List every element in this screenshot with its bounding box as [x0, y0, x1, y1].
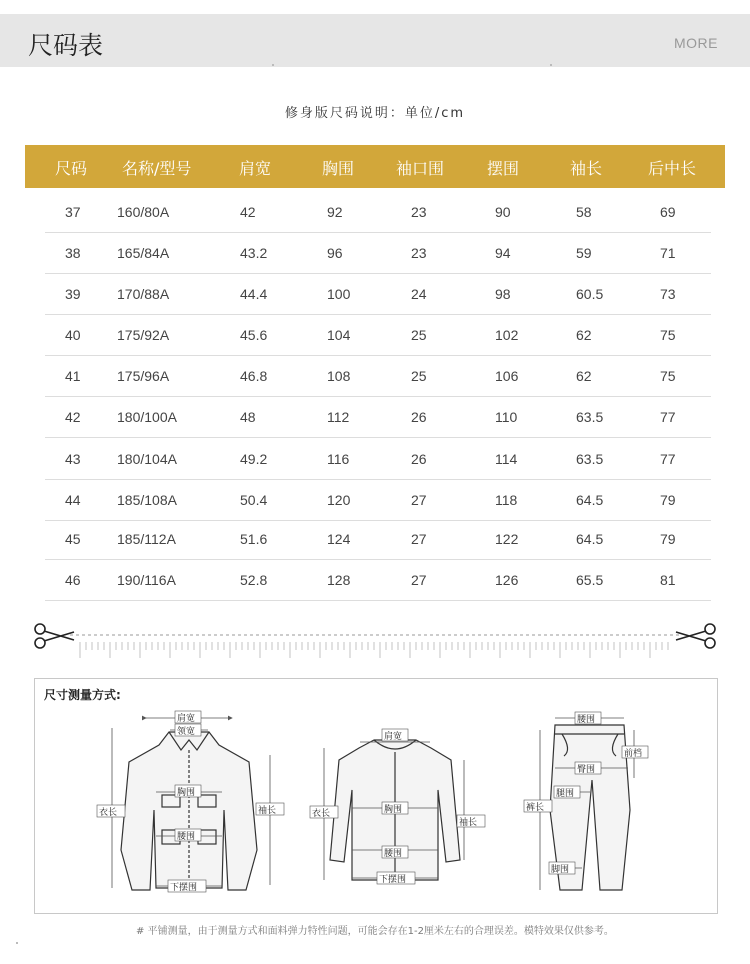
label-thigh: 腿围: [556, 789, 575, 799]
label-length: 裤长: [526, 803, 545, 813]
footnote: # 平铺测量，由于测量方式和面料弹力特性问题，可能会存在1-2厘米左右的合理误差。模特效果仅供参考。: [136, 926, 614, 937]
table-cell: 98: [495, 286, 511, 302]
decor-dot: [550, 64, 552, 66]
label-leg: 脚围: [551, 865, 570, 875]
table-cell: 79: [660, 531, 676, 547]
label-sleeve: 袖长: [459, 818, 478, 828]
label-chest: 胸围: [177, 788, 196, 798]
table-cell: 37: [65, 204, 81, 220]
table-cell: 122: [495, 531, 519, 547]
scissors-icon: [676, 624, 715, 648]
table-cell: 49.2: [240, 451, 268, 467]
table-cell: 65.5: [576, 572, 604, 588]
label-waist: 腰围: [177, 832, 196, 842]
more-link[interactable]: MORE: [674, 35, 718, 51]
table-cell: 40: [65, 327, 81, 343]
label-hem: 下摆围: [379, 875, 407, 885]
table-cell: 108: [327, 368, 351, 384]
table-cell: 25: [411, 368, 427, 384]
table-cell: 46: [65, 572, 81, 588]
label-hip: 臀围: [577, 765, 596, 775]
table-cell: 104: [327, 327, 351, 343]
table-row: [45, 560, 711, 601]
page-title: 尺码表: [28, 31, 104, 60]
table-cell: 62: [576, 368, 592, 384]
table-cell: 185/108A: [117, 492, 177, 508]
table-cell: 39: [65, 286, 81, 302]
table-cell: 77: [660, 409, 676, 425]
decor-dot: [272, 64, 274, 66]
table-cell: 23: [411, 245, 427, 261]
label-shoulder: 肩宽: [384, 732, 403, 742]
table-row: [45, 439, 711, 480]
table-cell: 45.6: [240, 327, 268, 343]
table-cell: 114: [495, 451, 518, 467]
table-cell: 106: [495, 368, 519, 384]
table-cell: 77: [660, 451, 676, 467]
table-cell: 38: [65, 245, 81, 261]
table-cell: 124: [327, 531, 351, 547]
ruler-divider: [30, 618, 720, 664]
table-cell: 81: [660, 572, 676, 588]
table-cell: 50.4: [240, 492, 268, 508]
title-bar: [0, 14, 750, 67]
table-cell: 71: [660, 245, 676, 261]
label-chest: 胸围: [384, 805, 403, 815]
label-waist: 腰围: [577, 715, 596, 725]
table-row: [45, 192, 711, 233]
table-row: [45, 356, 711, 397]
label-shoulder: 肩宽: [177, 714, 196, 724]
table-cell: 51.6: [240, 531, 268, 547]
table-cell: 43.2: [240, 245, 268, 261]
table-cell: 27: [411, 531, 427, 547]
table-cell: 75: [660, 368, 676, 384]
table-cell: 175/96A: [117, 368, 170, 384]
table-cell: 120: [327, 492, 351, 508]
table-cell: 63.5: [576, 451, 604, 467]
table-cell: 26: [411, 451, 427, 467]
label-collar: 领宽: [177, 727, 196, 737]
table-cell: 52.8: [240, 572, 268, 588]
unit-note: 修身版尺码说明：单位/cm: [284, 106, 466, 121]
table-cell: 48: [240, 409, 256, 425]
table-cell: 94: [495, 245, 511, 261]
label-sleeve: 袖长: [258, 806, 277, 816]
table-cell: 24: [411, 286, 427, 302]
table-cell: 64.5: [576, 531, 604, 547]
scissors-icon: [35, 624, 74, 648]
table-cell: 60.5: [576, 286, 604, 302]
table-cell: 180/100A: [117, 409, 177, 425]
col-header: 尺码: [55, 159, 88, 178]
table-cell: 190/116A: [117, 572, 176, 588]
table-cell: 73: [660, 286, 676, 302]
table-cell: 62: [576, 327, 592, 343]
table-cell: 185/112A: [117, 531, 176, 547]
table-cell: 100: [327, 286, 351, 302]
table-cell: 25: [411, 327, 427, 343]
table-cell: 170/88A: [117, 286, 170, 302]
table-cell: 90: [495, 204, 511, 220]
col-header: 名称/型号: [122, 159, 192, 178]
table-row: [45, 274, 711, 315]
table-cell: 23: [411, 204, 427, 220]
measurement-title: 尺寸测量方式:: [44, 688, 121, 702]
table-cell: 175/92A: [117, 327, 170, 343]
table-cell: 44: [65, 492, 81, 508]
label-waist: 腰围: [384, 849, 403, 859]
table-cell: 96: [327, 245, 343, 261]
table-cell: 110: [495, 409, 518, 425]
table-row: [45, 233, 711, 274]
table-cell: 26: [411, 409, 427, 425]
label-hem: 下摆围: [170, 883, 198, 893]
table-cell: 69: [660, 204, 676, 220]
table-cell: 128: [327, 572, 351, 588]
table-cell: 43: [65, 451, 81, 467]
col-header: 后中长: [648, 159, 697, 178]
label-length: 衣长: [99, 808, 118, 818]
col-header: 胸围: [322, 159, 355, 178]
table-cell: 42: [240, 204, 256, 220]
table-cell: 46.8: [240, 368, 268, 384]
table-cell: 42: [65, 409, 81, 425]
col-header: 袖口围: [396, 159, 445, 178]
table-cell: 79: [660, 492, 676, 508]
table-row: [45, 519, 711, 560]
table-cell: 44.4: [240, 286, 268, 302]
table-cell: 59: [576, 245, 592, 261]
col-header: 袖长: [570, 159, 603, 178]
table-cell: 27: [411, 492, 427, 508]
col-header: 肩宽: [239, 159, 272, 178]
table-cell: 58: [576, 204, 592, 220]
decor-dot: [16, 942, 18, 944]
measurement-illustrations: [34, 700, 718, 910]
label-rise: 前档: [624, 749, 643, 759]
table-cell: 180/104A: [117, 451, 177, 467]
table-row: [45, 315, 711, 356]
table-cell: 64.5: [576, 492, 604, 508]
table-cell: 165/84A: [117, 245, 170, 261]
label-length: 衣长: [312, 809, 331, 819]
table-cell: 116: [327, 451, 350, 467]
table-cell: 45: [65, 531, 81, 547]
table-cell: 160/80A: [117, 204, 170, 220]
table-cell: 63.5: [576, 409, 604, 425]
table-cell: 118: [495, 492, 518, 508]
table-cell: 126: [495, 572, 519, 588]
table-cell: 102: [495, 327, 519, 343]
table-header: [25, 145, 725, 188]
table-cell: 27: [411, 572, 427, 588]
table-cell: 92: [327, 204, 343, 220]
col-header: 摆围: [487, 159, 520, 178]
table-row: [45, 397, 711, 438]
table-cell: 112: [327, 409, 350, 425]
table-row: [45, 480, 711, 521]
table-cell: 75: [660, 327, 676, 343]
table-cell: 41: [65, 368, 81, 384]
jacket-illustration: [121, 732, 257, 890]
